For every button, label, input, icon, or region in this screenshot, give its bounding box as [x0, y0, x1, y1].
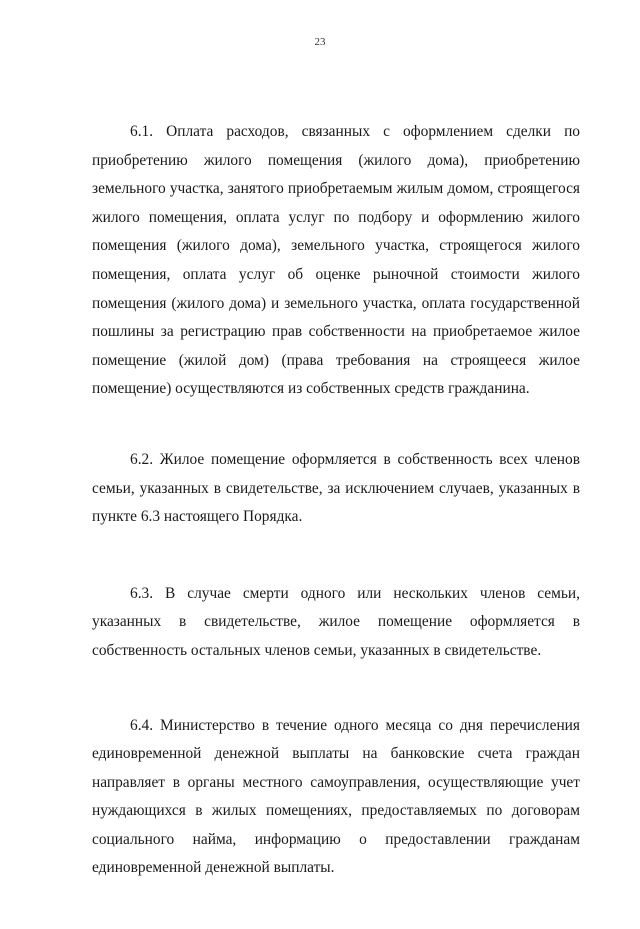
document-body [92, 118, 580, 929]
page-number: 23 [314, 36, 326, 48]
paragraph-6-4: 6.4. Министерство в течение одного месяца со дня перечисления единовременной денежной выплаты на банковские счета граждан направляет в органы местного самоуправления, осуществляющие учет нуждающихся в жилых помещениях, предоставляемых по договорам социального найма, информацию о предоставлении гражданам единовременной денежной выплаты. [92, 716, 580, 877]
paragraph-6-1: 6.1. Оплата расходов, связанных с оформлением сделки по приобретению жилого помещения (жилого дома), приобретению земельного участка, занятого приобретаемым жилым домом, строящегося жилого помещения, оплата услуг по подбору и оформлению жилого помещения (жилого дома), земельного участка, строящегося жилого помещения, оплата услуг об оценке рыночной стоимости жилого помещения (жилого дома) и земельного участка, оплата государственной пошлины за регистрацию прав собственности на приобретаемое жилое помещение (жилой дом) (права требования на строящееся жилое помещение) осуществляются из собственных средств гражданина. [92, 123, 580, 398]
paragraph-6-3: 6.3. В случае смерти одного или нескольких членов семьи, указанных в свидетельстве, жилое помещение оформляется в собственность остальных членов семьи, указанных в свидетельстве. [92, 584, 580, 659]
paragraph-6-2: 6.2. Жилое помещение оформляется в собственность всех членов семьи, указанных в свидетельстве, за исключением случаев, указанных в пункте 6.3 настоящего Порядка. [92, 450, 580, 526]
